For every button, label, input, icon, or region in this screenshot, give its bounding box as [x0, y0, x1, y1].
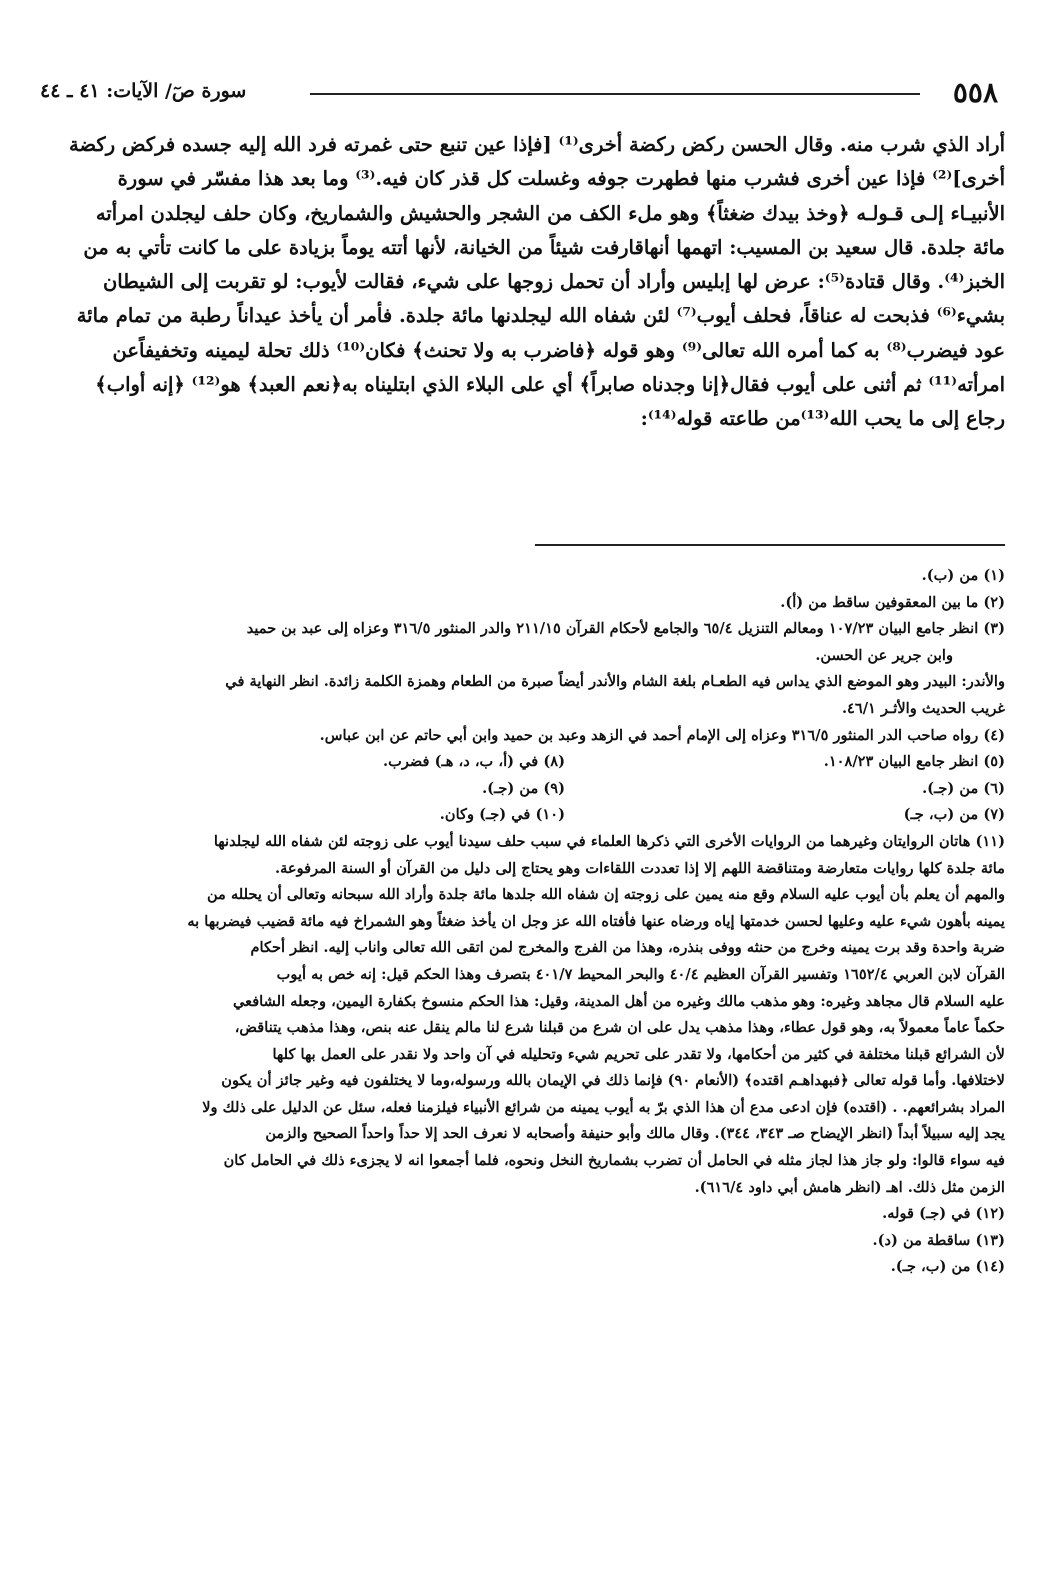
footnote-separator — [535, 544, 1005, 546]
footnotes — [42, 563, 1005, 1281]
footnote-3-gloss: والأندر: البيدر وهو الموضع الذي يداس فيه الطعـام بلغة الشام والأندر أيضاً صبرة من الطعام وهمزة الكلمة زائدة. انظر النهاية في — [225, 673, 1005, 691]
text-line: عود فيضرب⁽⁸⁾ به كما أمره الله تعالى⁽⁹⁾ وهو قوله ﴿فاضرب به ولا تحنث﴾ فكان⁽¹⁰⁾ ذلك تحلة ليمينه وتخفيفاًعن — [112, 338, 1005, 362]
text-line: مائة جلدة. قال سعيد بن المسيب: اتهمها أنهاقارفت شيئاً من الخيانة، لأنها أتته يوماً بزيادة على ما كانت تأتي به من — [83, 235, 1005, 259]
text-line: الأنبيـاء إلـى قـولـه ﴿وخذ بيدك ضغثاً﴾ وهو ملء الكف من الشجر والحشيش والشماريخ، وكان حلف ليجلدن امرأته — [95, 201, 1005, 225]
footnote-8: (٨) في (أ، ب، د، هـ) فضرب. — [383, 753, 565, 771]
footnote-11-line: يجد إليه سبيلاً أبداً (انظر الإيضاح صـ ٣٤٣، ٣٤٤). وقال مالك وأبو حنيفة وأصحابه لا نعرف الحد إلا حداً واحداً الصحيح والزمن — [265, 1125, 1005, 1143]
text-line: أراد الذي شرب منه. وقال الحسن ركض ركضة أخرى⁽¹⁾ [فإذا عين تنبع حتى غمرته فرد الله إليه جسده فركض ركضة — [69, 133, 1005, 156]
footnote-row — [42, 776, 1005, 803]
footnote-11-line: فيه سواء قالوا: ولو جاز هذا لجاز مثله في الحامل أن تضرب بشماريخ النخل ونحوه، فلما أجمعوا انه لا يجزىء ذلك في الحامل كان — [223, 1152, 1005, 1170]
footnote-1: (١) من (ب). — [921, 567, 1005, 584]
text-line: أخرى]⁽²⁾ فإذا عين أخرى فشرب منها فطهرت جوفه وغسلت كل قذر كان فيه.⁽³⁾ وما بعد هذا مفسّر في سورة — [117, 167, 1005, 191]
text-line: بشيء⁽⁶⁾ فذبحت له عناقاً، فحلف أيوب⁽⁷⁾ لئن شفاه الله ليجلدنها مائة جلدة. فأمر أن يأخذ عيداناً رطبة من تمام مائة — [76, 304, 1005, 328]
footnote-11-line: يمينه بأهون شيء عليه وعليها لحسن خدمتها إياه ورضاه عنها فأفتاه الله عز وجل ان يأخذ ضغثاً وهو الشمراخ فيه مائة قضيب فيضربها به — [187, 912, 1005, 930]
footnote-11-line: الزمن مثل ذلك. اهـ (انظر هامش أبي داود ٦١٦/٤). — [694, 1178, 1005, 1196]
footnote-10: (١٠) في (جـ) وكان. — [439, 806, 565, 824]
footnote-12: (١٢) في (جـ) قوله. — [882, 1205, 1005, 1223]
footnote-6: (٦) من (جـ). — [922, 779, 1005, 797]
footnote-7: (٧) من (ب، جـ) — [903, 806, 1005, 824]
footnote-row — [42, 802, 1005, 829]
page-number: ٥٥٨ — [952, 76, 998, 109]
footnote-3-gloss-cont: غريب الحديث والأثـر ٤٦/١. — [841, 699, 1005, 717]
footnote-3: (٣) انظر جامع البيان ١٠٧/٢٣ ومعالم التنزيل ٦٥/٤ والجامع لأحكام القرآن ٢١١/١٥ والدر المنثور ٣١٦/٥ وعزاه إلى عبد بن حميد — [246, 620, 1005, 638]
footnote-14: (١٤) من (ب، جـ). — [890, 1258, 1005, 1276]
footnote-11-line: حكماً عاماً معمولاً به، وهو قول عطاء، وهذا مذهب يدل على ان شرع من قبلنا شرع لنا مالم ينقل عنه بنص، وهذا مذهب يتناقض، — [234, 1019, 1005, 1037]
footnote-11-line: لاختلافها. وأما قوله تعالى ﴿فبهداهـم اقتده﴾ (الأنعام ٩٠) فإنما ذلك في الإيمان بالله ورسوله،وما لا يختلفون فيه وغير جائز أن يكون — [221, 1072, 1005, 1090]
footnote-9: (٩) من (جـ). — [482, 779, 565, 797]
footnote-2: (٢) ما بين المعقوفين ساقط من (أ). — [780, 593, 1005, 611]
footnote-11-line: المراد بشرائعهم. . (اقتده) فإن ادعى مدع أن هذا الذي برّ به أيوب يمينه من شرائع الأنبياء فيلزمنا فعله، سئل عن الدليل على ذلك ولا — [202, 1098, 1005, 1116]
text-line: رجاع إلى ما يحب الله⁽¹³⁾من طاعته قوله⁽¹⁴⁾: — [640, 407, 1005, 431]
footnote-13: (١٣) ساقطة من (د). — [872, 1231, 1005, 1249]
text-line: امرأته⁽¹¹⁾ ثم أثنى على أيوب فقال﴿إنا وجدناه صابراً﴾ أي على البلاء الذي ابتليناه به﴿نعم العبد﴾ هو⁽¹²⁾ ﴿إنه أواب﴾ — [95, 373, 1005, 397]
footnote-11-line: عليه السلام قال مجاهد وغيره: وهو مذهب مالك وغيره من أهل المدينة، وقيل: هذا الحكم منسوخ بكفارة اليمين، وجعله الشافعي — [233, 992, 1005, 1010]
page-header — [40, 68, 1010, 108]
footnote-11-line: القرآن لابن العربي ١٦٥٢/٤ وتفسير القرآن العظيم ٤٠/٤ والبحر المحيط ٤٠١/٧ بتصرف وهذا الحكم قيل: إنه خص به أيوب — [276, 965, 1005, 983]
footnote-3-cont: وابن جرير عن الحسن. — [815, 646, 953, 664]
footnote-11-line: (١١) هاتان الروايتان وغيرهما من الروايات الأخرى التي ذكرها العلماء في سبب حلف سيدنا أيوب على زوجته لئن شفاه الله ليجلدنها — [213, 832, 1005, 850]
footnote-11-line: مائة جلدة كلها روايات متعارضة ومتناقضة اللهم إلا إذا تعددت اللقاءات وهو يحتاج إلى دليل من القرآن أو السنة المرفوعة. — [274, 859, 1005, 877]
footnote-4: (٤) رواه صاحب الدر المنثور ٣١٦/٥ وعزاه إلى الإمام أحمد في الزهد وعبد بن حميد وابن أبي حاتم عن ابن عباس. — [319, 726, 1005, 744]
footnote-11-line: والمهم أن يعلم بأن أيوب عليه السلام وقع منه يمين على زوجته إن شفاه الله جلدها مائة جلدة وأراد الله سبحانه وتعالى أن يحلله من — [206, 886, 1005, 904]
main-text — [42, 128, 1005, 437]
running-title: سورة صٓ/ الآيات: ٤١ ـ ٤٤ — [40, 80, 247, 102]
footnote-11-line: ضربة واحدة وقد برت يمينه وخرج من حنثه ووفى بنذره، وهذا من الفرج والمخرج لمن اتقى الله تعالى واناب إليه. انظر أحكام — [250, 939, 1005, 957]
footnote-11-line: لأن الشرائع قبلنا مختلفة في كثير من أحكامها، ولا تقدر على تحريم شيء وتحليله في آن واحد ولا نقدر على العمل بها كلها — [272, 1045, 1005, 1063]
footnote-row — [42, 749, 1005, 776]
text-line: الخبز⁽⁴⁾. وقال قتادة⁽⁵⁾: عرض لها إبليس وأراد أن تحمل زوجها على شيء، فقالت لأيوب: لو تقربت إلى الشيطان — [102, 270, 1005, 294]
header-rule — [310, 93, 920, 95]
footnote-5: (٥) انظر جامع البيان ١٠٨/٢٣. — [823, 753, 1005, 771]
